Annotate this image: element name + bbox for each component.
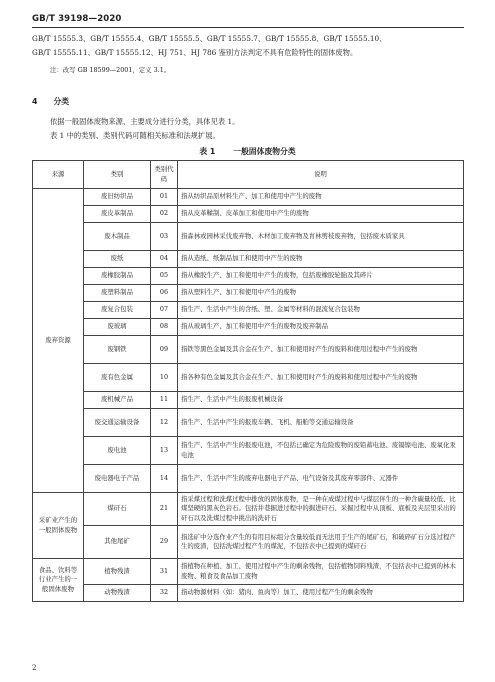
code-cell: 04 [151, 251, 178, 268]
description-cell: 指生产、生活中产生的废弃电器电子产品、电气设备及其废弃零部件、元器件 [178, 465, 464, 493]
description-cell: 指生产、生活中产生的报废机械设备 [178, 392, 464, 409]
header-description: 说明 [178, 161, 464, 189]
code-cell: 08 [151, 319, 178, 336]
source-cell: 食品、饮料等行业产生的一般固体废物 [33, 559, 84, 602]
code-cell: 32 [151, 585, 178, 602]
code-cell: 06 [151, 285, 178, 302]
table-row [33, 465, 464, 493]
table-row [33, 206, 464, 223]
category-cell: 废旧纺织品 [84, 189, 151, 206]
description-cell: 指生产、生活中产生的报废电池，不包括已确定为危险废物的废铅蓄电池、废镉镍电池、废氧化汞电池 [178, 437, 464, 465]
section-heading [32, 96, 69, 107]
table-body [33, 189, 464, 602]
note: 注：改写 GB 18599—2001，定义 3.1。 [50, 66, 171, 74]
code-cell: 21 [151, 493, 178, 526]
table-row [33, 559, 464, 585]
header-rule [32, 27, 464, 28]
table-row [33, 189, 464, 206]
category-cell: 其他尾矿 [84, 526, 151, 559]
section-number: 4 [32, 97, 38, 106]
category-cell: 废塑料制品 [84, 285, 151, 302]
category-cell: 废电池 [84, 437, 151, 465]
code-cell: 05 [151, 268, 178, 285]
description-cell: 指从皮革鞣制、皮革加工和使用中产生的废物 [178, 206, 464, 223]
code-cell: 12 [151, 409, 178, 437]
category-cell: 植物残渣 [84, 559, 151, 585]
description-cell: 指选矿中分选作业产生的有用目标组分含量较低而无法用于生产的尾矿石，和破碎矿石分选过程产生的废渣，包括洗煤过程产生的煤泥，不包括表中已提到的煤矸石 [178, 526, 464, 559]
table-row [33, 409, 464, 437]
description-cell: 指各种有色金属及其合金在生产、加工和使用时产生的废料和使用过程中产生的废物 [178, 364, 464, 392]
description-cell: 指采煤过程和洗煤过程中排放的固体废物，是一种在成煤过程中与煤层伴生的一种含碳量较低、比煤坚硬的黑灰色岩石。包括井巷掘进过程中的掘进矸石、采掘过程中从顶板、底板及夹层里采出的矸石以及洗煤过程中挑出的洗矸石 [178, 493, 464, 526]
table-row [33, 302, 464, 319]
code-cell: 07 [151, 302, 178, 319]
category-cell: 废橡胶制品 [84, 268, 151, 285]
table-row [33, 493, 464, 526]
table-caption-number: 表 1 [199, 147, 216, 156]
table-row [33, 285, 464, 302]
category-cell: 废皮革制品 [84, 206, 151, 223]
description-cell: 指从造纸、纸制品加工和使用中产生的废物 [178, 251, 464, 268]
code-cell: 11 [151, 392, 178, 409]
table-row [33, 364, 464, 392]
table-caption [0, 146, 495, 157]
source-cell: 废弃资源 [33, 189, 84, 493]
description-cell: 指从纺织品原材料生产、加工和使用中产生的废物 [178, 189, 464, 206]
description-cell: 指铁等黑色金属及其合金在生产、加工和使用时产生的废料和使用过程中产生的废物 [178, 336, 464, 364]
category-cell: 废交通运输设备 [84, 409, 151, 437]
category-cell: 废玻璃 [84, 319, 151, 336]
code-cell: 29 [151, 526, 178, 559]
category-cell: 废纸 [84, 251, 151, 268]
classification-table [32, 160, 464, 602]
description-cell: 指从塑料生产、加工和使用中产生的废物 [178, 285, 464, 302]
table-row [33, 336, 464, 364]
category-cell: 废电器电子产品 [84, 465, 151, 493]
category-cell: 动物残渣 [84, 585, 151, 602]
description-cell: 指森林或园林采伐废弃物、木材加工废弃物及育林剪枝废弃物，包括废木质家具 [178, 223, 464, 251]
description-cell: 指生产、生活中产生的报废车辆、飞机、船舶等交通运输设备 [178, 409, 464, 437]
paragraph-2: 表 1 中的类别、类别代码可随相关标准和法规扩展。 [50, 131, 220, 140]
header-source: 来源 [33, 161, 84, 189]
table-caption-title: 一般固体废物分类 [233, 147, 296, 156]
description-cell: 指从玻璃生产、加工和使用中产生的废物及废弃制品 [178, 319, 464, 336]
paragraph-1: 依据一般固体废物来源、主要成分进行分类，具体见表 1。 [50, 117, 240, 126]
intro-line-1: GB/T 15555.3、GB/T 15555.4、GB/T 15555.5、GB/T 15555.7、GB/T 15555.8、GB/T 15555.10、 [32, 34, 387, 43]
category-cell: 废机械产品 [84, 392, 151, 409]
category-cell: 煤矸石 [84, 493, 151, 526]
table-row [33, 268, 464, 285]
category-cell: 废复合包装 [84, 302, 151, 319]
description-cell: 指植物在种植、加工、使用过程中产生的剩余残物，包括植物饲料残渣，不包括表中已提到的林木废物、粮食及食品加工废物 [178, 559, 464, 585]
code-cell: 03 [151, 223, 178, 251]
category-cell: 废有色金属 [84, 364, 151, 392]
code-cell: 31 [151, 559, 178, 585]
intro-line-2: GB/T 15555.11、GB/T 15555.12、HJ 751、HJ 786 鉴别方法判定不具有危险特性的固体废物。 [32, 48, 358, 57]
table-row [33, 437, 464, 465]
table-header-row [33, 161, 464, 189]
source-cell: 采矿业产生的一般固体废物 [33, 493, 84, 559]
page-number: 2 [32, 664, 37, 672]
description-cell: 指动物源材料（如：猪肉、鱼肉等）加工、使用过程产生的剩余残物 [178, 585, 464, 602]
code-cell: 02 [151, 206, 178, 223]
table-row [33, 223, 464, 251]
description-cell: 指生产、生活中产生的含纸、塑、金属等材料的混流复合包装物 [178, 302, 464, 319]
code-cell: 09 [151, 336, 178, 364]
category-cell: 废木制品 [84, 223, 151, 251]
code-cell: 14 [151, 465, 178, 493]
table-row [33, 585, 464, 602]
code-cell: 10 [151, 364, 178, 392]
table-row [33, 526, 464, 559]
category-cell: 废钢铁 [84, 336, 151, 364]
header-code: 类别代码 [151, 161, 178, 189]
table-row [33, 319, 464, 336]
description-cell: 指从橡胶生产、加工和使用中产生的废物，包括废橡胶轮胎及其碎片 [178, 268, 464, 285]
table-row [33, 251, 464, 268]
code-cell: 13 [151, 437, 178, 465]
section-title: 分类 [53, 97, 70, 106]
code-cell: 01 [151, 189, 178, 206]
header-category: 类别 [84, 161, 151, 189]
table-row [33, 392, 464, 409]
document-header: GB/T 39198—2020 [32, 14, 122, 24]
